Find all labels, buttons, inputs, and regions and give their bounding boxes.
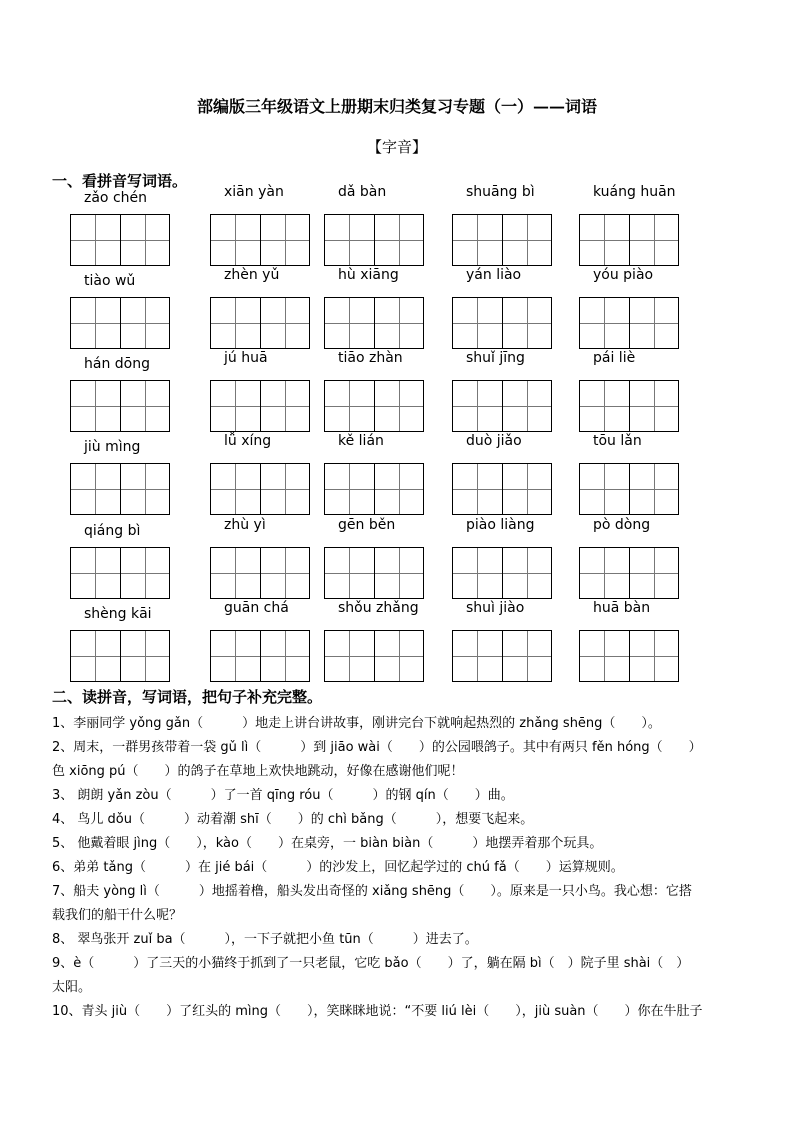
sentence-line: 1、李丽同学 yǒng gǎn（ ）地走上讲台讲故事，刚讲完台下就响起热烈的 zhǎng shēng（ ）。 — [52, 716, 661, 731]
writing-box[interactable] — [452, 463, 552, 515]
character-square[interactable] — [502, 464, 552, 514]
pinyin-label: jú huā — [224, 350, 268, 366]
character-square[interactable] — [260, 464, 310, 514]
writing-box[interactable] — [579, 547, 679, 599]
character-square[interactable] — [502, 298, 552, 348]
character-square[interactable] — [120, 381, 170, 431]
pinyin-label: gēn běn — [338, 517, 396, 533]
character-square[interactable] — [629, 215, 679, 265]
page-title: 部编版三年级语文上册期末归类复习专题（一）——词语 — [196, 97, 597, 116]
character-square[interactable] — [211, 464, 260, 514]
character-square[interactable] — [120, 548, 170, 598]
pinyin-label: pái liè — [593, 350, 636, 366]
writing-box[interactable] — [210, 380, 310, 432]
pinyin-label: zhèn yǔ — [224, 267, 280, 283]
character-square[interactable] — [71, 464, 120, 514]
pinyin-label: tiào wǔ — [84, 273, 136, 289]
writing-box[interactable] — [324, 630, 424, 682]
character-square[interactable] — [502, 548, 552, 598]
pinyin-label: duò jiǎo — [466, 433, 522, 449]
character-square[interactable] — [325, 215, 374, 265]
character-square[interactable] — [325, 381, 374, 431]
sentence-line: 5、 他戴着眼 jìng（ ），kào（ ）在桌旁，一 biàn biàn（ ）地摆弄着那个玩具。 — [52, 836, 603, 851]
writing-box[interactable] — [70, 630, 170, 682]
pinyin-label: hù xiāng — [338, 267, 399, 283]
character-square[interactable] — [211, 381, 260, 431]
writing-box[interactable] — [324, 380, 424, 432]
writing-box[interactable] — [324, 463, 424, 515]
writing-box[interactable] — [70, 214, 170, 266]
writing-box[interactable] — [324, 214, 424, 266]
sentence-line: 色 xiōng pú（ ）的鸽子在草地上欢快地跳动，好像在感谢他们呢！ — [52, 764, 464, 779]
sentence-line: 太阳。 — [52, 980, 92, 995]
pinyin-label: tōu lǎn — [593, 433, 642, 449]
pinyin-label: kě lián — [338, 433, 384, 449]
character-square[interactable] — [260, 381, 310, 431]
writing-box[interactable] — [452, 630, 552, 682]
writing-box[interactable] — [210, 630, 310, 682]
character-square[interactable] — [211, 631, 260, 681]
character-square[interactable] — [580, 215, 629, 265]
character-square[interactable] — [260, 548, 310, 598]
character-square[interactable] — [120, 464, 170, 514]
character-square[interactable] — [629, 381, 679, 431]
writing-box[interactable] — [324, 297, 424, 349]
character-square[interactable] — [260, 298, 310, 348]
pinyin-label: kuáng huān — [593, 184, 676, 200]
character-square[interactable] — [325, 464, 374, 514]
pinyin-label: shuì jiào — [466, 600, 525, 616]
character-square[interactable] — [325, 298, 374, 348]
writing-box[interactable] — [579, 214, 679, 266]
sentence-line: 10、青头 jiù（ ）了红头的 mìng（ ），笑眯眯地说：“不要 liú lèi（ ），jiù suàn（ ）你在牛肚子 — [52, 1004, 703, 1019]
character-square[interactable] — [453, 631, 502, 681]
writing-box[interactable] — [579, 463, 679, 515]
character-square[interactable] — [325, 631, 374, 681]
character-square[interactable] — [502, 215, 552, 265]
sentence-line: 9、è（ ）了三天的小猫终于抓到了一只老鼠，它吃 bǎo（ ）了，躺在隔 bì（ ）院子里 shài（ ） — [52, 956, 690, 971]
sentence-line: 7、船夫 yòng lì（ ）地摇着橹，船头发出奇怪的 xiǎng shēng（ ）。原来是一只小鸟。我心想：它搭 — [52, 884, 692, 899]
character-square[interactable] — [629, 464, 679, 514]
pinyin-label: tiāo zhàn — [338, 350, 403, 366]
writing-box[interactable] — [70, 297, 170, 349]
character-square[interactable] — [211, 215, 260, 265]
character-square[interactable] — [580, 631, 629, 681]
character-square[interactable] — [502, 381, 552, 431]
character-square[interactable] — [580, 298, 629, 348]
writing-box[interactable] — [452, 214, 552, 266]
character-square[interactable] — [71, 298, 120, 348]
character-square[interactable] — [211, 548, 260, 598]
character-square[interactable] — [629, 548, 679, 598]
pinyin-label: piào liàng — [466, 517, 535, 533]
character-square[interactable] — [629, 631, 679, 681]
character-square[interactable] — [453, 298, 502, 348]
character-square[interactable] — [71, 381, 120, 431]
character-square[interactable] — [120, 215, 170, 265]
pinyin-label: shèng kāi — [84, 606, 152, 622]
character-square[interactable] — [374, 631, 424, 681]
character-square[interactable] — [453, 548, 502, 598]
writing-box[interactable] — [452, 547, 552, 599]
writing-box[interactable] — [70, 547, 170, 599]
character-square[interactable] — [502, 631, 552, 681]
pinyin-label: zǎo chén — [84, 190, 147, 206]
character-square[interactable] — [120, 631, 170, 681]
section-subtitle: 【字音】 — [366, 138, 427, 156]
writing-box[interactable] — [452, 297, 552, 349]
pinyin-label: yóu piào — [593, 267, 654, 283]
character-square[interactable] — [580, 464, 629, 514]
writing-box[interactable] — [70, 463, 170, 515]
character-square[interactable] — [374, 548, 424, 598]
character-square[interactable] — [629, 298, 679, 348]
character-square[interactable] — [71, 215, 120, 265]
sentence-line: 载我们的船干什么呢？ — [52, 908, 183, 923]
character-square[interactable] — [71, 548, 120, 598]
pinyin-label: lǚ xíng — [224, 433, 272, 449]
sentence-line: 8、 翠鸟张开 zuǐ ba（ ），一下子就把小鱼 tūn（ ）进去了。 — [52, 932, 478, 947]
writing-box[interactable] — [70, 380, 170, 432]
pinyin-label: zhù yì — [224, 517, 266, 533]
pinyin-label: dǎ bàn — [338, 184, 387, 200]
character-square[interactable] — [374, 381, 424, 431]
pinyin-label: yán liào — [466, 267, 522, 283]
pinyin-label: shǒu zhǎng — [338, 600, 419, 616]
writing-box[interactable] — [210, 297, 310, 349]
pinyin-label: pò dòng — [593, 517, 651, 533]
pinyin-label: guān chá — [224, 600, 289, 616]
sentence-line: 2、周末，一群男孩带着一袋 gǔ lì（ ）到 jiāo wài（ ）的公园喂鸽子。其中有两只 fěn hóng（ ） — [52, 740, 702, 755]
writing-box[interactable] — [324, 547, 424, 599]
writing-box[interactable] — [579, 380, 679, 432]
pinyin-label: qiáng bì — [84, 523, 141, 539]
writing-box[interactable] — [579, 297, 679, 349]
pinyin-label: huā bàn — [593, 600, 651, 616]
character-square[interactable] — [453, 464, 502, 514]
character-square[interactable] — [260, 631, 310, 681]
writing-box[interactable] — [210, 547, 310, 599]
character-square[interactable] — [211, 298, 260, 348]
section2-heading: 二、读拼音，写词语，把句子补充完整。 — [52, 688, 323, 706]
character-square[interactable] — [453, 215, 502, 265]
character-square[interactable] — [71, 631, 120, 681]
character-square[interactable] — [374, 464, 424, 514]
pinyin-label: jiù mìng — [84, 439, 141, 455]
character-square[interactable] — [580, 381, 629, 431]
character-square[interactable] — [374, 215, 424, 265]
sentence-line: 3、 朗朗 yǎn zòu（ ）了一首 qīng róu（ ）的钢 qín（ ）曲。 — [52, 788, 514, 803]
pinyin-label: hán dōng — [84, 356, 150, 372]
writing-box[interactable] — [579, 630, 679, 682]
character-square[interactable] — [374, 298, 424, 348]
fill-in-sentences — [52, 712, 752, 1024]
writing-box[interactable] — [210, 463, 310, 515]
sentence-line: 4、 鸟儿 dǒu（ ）动着潮 shī（ ）的 chì bǎng（ ），想要飞起来。 — [52, 812, 534, 827]
character-square[interactable] — [580, 548, 629, 598]
section1-heading: 一、看拼音写词语。 — [52, 172, 188, 190]
pinyin-label: shuǐ jīng — [466, 350, 525, 366]
writing-box[interactable] — [452, 380, 552, 432]
pinyin-label: shuāng bì — [466, 184, 535, 200]
character-square[interactable] — [453, 381, 502, 431]
pinyin-label: xiān yàn — [224, 184, 284, 200]
character-square[interactable] — [120, 298, 170, 348]
sentence-line: 6、弟弟 tǎng（ ）在 jié bái（ ）的沙发上，回忆起学过的 chú fǎ（ ）运算规则。 — [52, 860, 624, 875]
character-square[interactable] — [260, 215, 310, 265]
writing-box[interactable] — [210, 214, 310, 266]
character-square[interactable] — [325, 548, 374, 598]
